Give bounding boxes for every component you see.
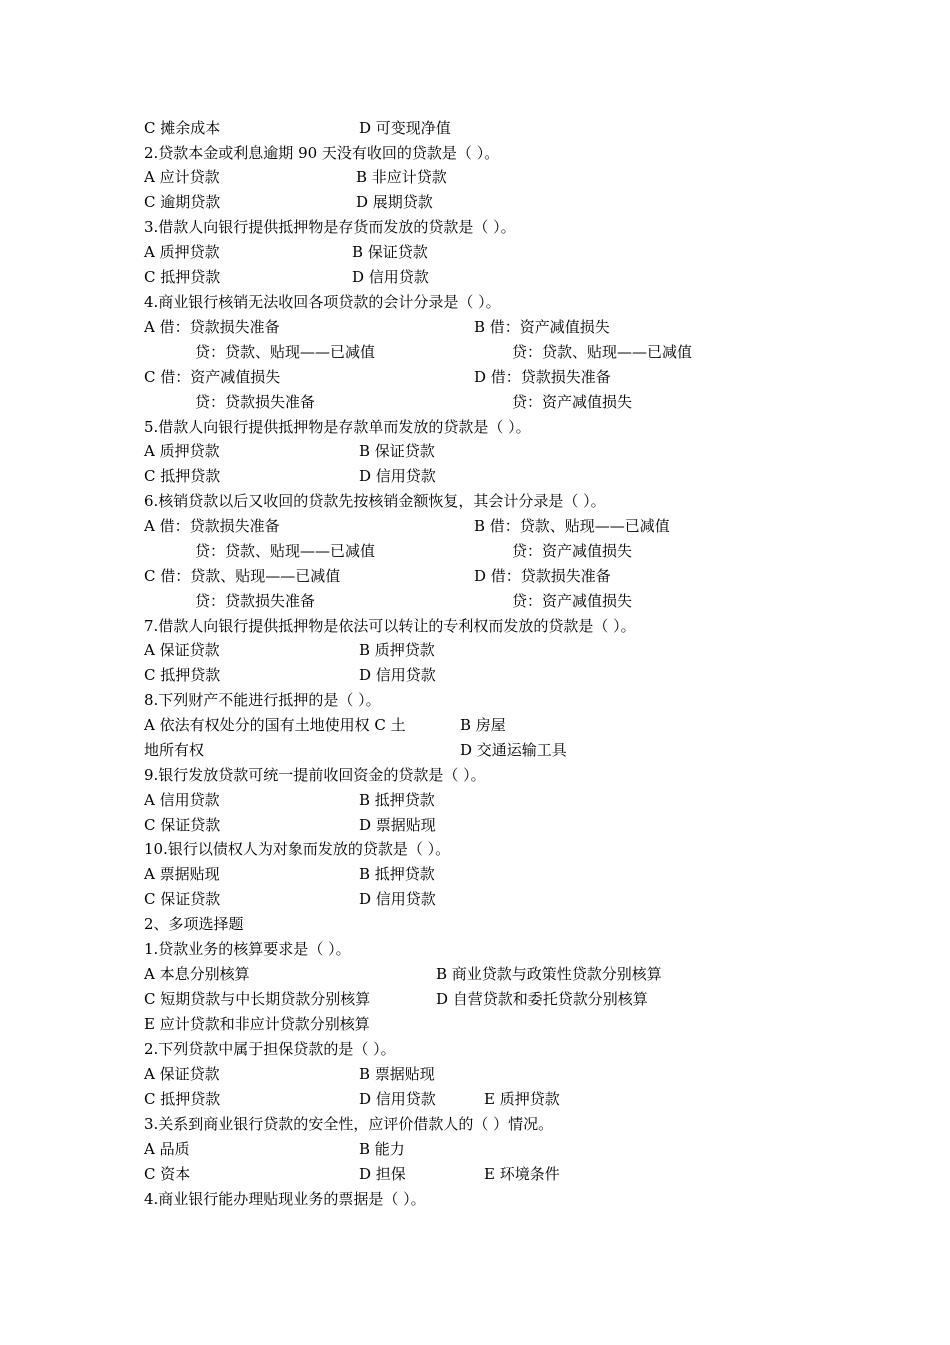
text-line: A 质押贷款: [144, 442, 220, 460]
text-line: B 借：资产减值损失: [474, 318, 610, 336]
text-line: A 应计贷款: [144, 168, 220, 186]
text-line: 2、多项选择题: [144, 915, 244, 933]
text-line: D 信用贷款: [359, 666, 436, 684]
text-line: C 摊余成本: [144, 119, 221, 137]
text-line: 4.商业银行能办理贴现业务的票据是（ ）。: [144, 1190, 426, 1208]
text-line: C 抵押贷款: [144, 467, 221, 485]
text-line: C 短期贷款与中长期贷款分别核算: [144, 990, 371, 1008]
text-line: C 借：贷款、贴现——已减值: [144, 567, 341, 585]
text-line: B 能力: [359, 1140, 405, 1158]
text-line: 10.银行以债权人为对象而发放的贷款是（ ）。: [144, 840, 451, 858]
text-line: A 品质: [144, 1140, 190, 1158]
text-line: B 抵押贷款: [359, 865, 435, 883]
text-line: B 票据贴现: [359, 1065, 435, 1083]
text-line: C 借：资产减值损失: [144, 368, 281, 386]
text-line: 3.借款人向银行提供抵押物是存货而发放的贷款是（ ）。: [144, 218, 516, 236]
text-line: B 借：贷款、贴现——已减值: [474, 517, 670, 535]
text-line: A 依法有权处分的国有土地使用权 C 土: [144, 716, 406, 734]
text-line: C 抵押贷款: [144, 1090, 221, 1108]
text-line: C 逾期贷款: [144, 193, 221, 211]
text-line: B 非应计贷款: [356, 168, 447, 186]
text-line: 4.商业银行核销无法收回各项贷款的会计分录是（ ）。: [144, 293, 501, 311]
text-line: E 环境条件: [484, 1165, 560, 1183]
text-line: C 抵押贷款: [144, 666, 221, 684]
text-line: D 展期贷款: [356, 193, 433, 211]
text-line: 贷：贷款损失准备: [195, 393, 316, 411]
text-line: D 担保: [359, 1165, 406, 1183]
text-line: D 信用贷款: [359, 467, 436, 485]
text-line: C 资本: [144, 1165, 191, 1183]
text-line: 贷：资产减值损失: [512, 542, 633, 560]
text-line: B 抵押贷款: [359, 791, 435, 809]
text-line: A 信用贷款: [144, 791, 220, 809]
text-line: C 保证贷款: [144, 890, 221, 908]
text-line: 贷：贷款、贴现——已减值: [195, 343, 376, 361]
text-line: D 借：贷款损失准备: [474, 368, 611, 386]
text-line: D 可变现净值: [359, 119, 451, 137]
text-line: 2.下列贷款中属于担保贷款的是（ ）。: [144, 1040, 396, 1058]
text-line: A 质押贷款: [144, 243, 220, 261]
text-line: D 信用贷款: [359, 1090, 436, 1108]
text-line: 1.贷款业务的核算要求是（ ）。: [144, 940, 351, 958]
text-line: B 商业贷款与政策性贷款分别核算: [436, 965, 662, 983]
text-line: C 保证贷款: [144, 816, 221, 834]
text-line: 贷：资产减值损失: [512, 393, 633, 411]
text-line: E 应计贷款和非应计贷款分别核算: [144, 1015, 370, 1033]
text-line: 5.借款人向银行提供抵押物是存款单而发放的贷款是（ ）。: [144, 418, 531, 436]
text-line: A 本息分别核算: [144, 965, 250, 983]
text-line: A 借：贷款损失准备: [144, 318, 280, 336]
text-line: A 保证贷款: [144, 641, 220, 659]
text-line: 7.借款人向银行提供抵押物是依法可以转让的专利权而发放的贷款是（ ）。: [144, 617, 636, 635]
text-line: 地所有权: [144, 741, 205, 759]
text-line: 6.核销贷款以后又收回的贷款先按核销金额恢复，其会计分录是（ ）。: [144, 492, 606, 510]
text-line: A 借：贷款损失准备: [144, 517, 280, 535]
text-line: 贷：贷款、贴现——已减值: [195, 542, 376, 560]
text-line: C 抵押贷款: [144, 268, 221, 286]
text-line: B 质押贷款: [359, 641, 435, 659]
text-line: 3.关系到商业银行贷款的安全性，应评价借款人的（ ）情况。: [144, 1115, 554, 1133]
text-line: B 保证贷款: [352, 243, 428, 261]
text-line: D 票据贴现: [359, 816, 436, 834]
text-line: 贷：贷款损失准备: [195, 592, 316, 610]
text-line: E 质押贷款: [484, 1090, 560, 1108]
text-line: 贷：贷款、贴现——已减值: [512, 343, 693, 361]
text-line: 9.银行发放贷款可统一提前收回资金的贷款是（ ）。: [144, 766, 486, 784]
text-line: 贷：资产减值损失: [512, 592, 633, 610]
text-line: A 票据贴现: [144, 865, 220, 883]
text-line: A 保证贷款: [144, 1065, 220, 1083]
text-line: D 信用贷款: [359, 890, 436, 908]
text-line: B 房屋: [460, 716, 506, 734]
text-line: D 自营贷款和委托贷款分别核算: [436, 990, 648, 1008]
text-line: D 信用贷款: [352, 268, 429, 286]
text-line: B 保证贷款: [359, 442, 435, 460]
text-line: 8.下列财产不能进行抵押的是（ ）。: [144, 691, 381, 709]
text-line: D 借：贷款损失准备: [474, 567, 611, 585]
text-line: D 交通运输工具: [460, 741, 567, 759]
text-line: 2.贷款本金或利息逾期 90 天没有收回的贷款是（ ）。: [144, 144, 500, 162]
